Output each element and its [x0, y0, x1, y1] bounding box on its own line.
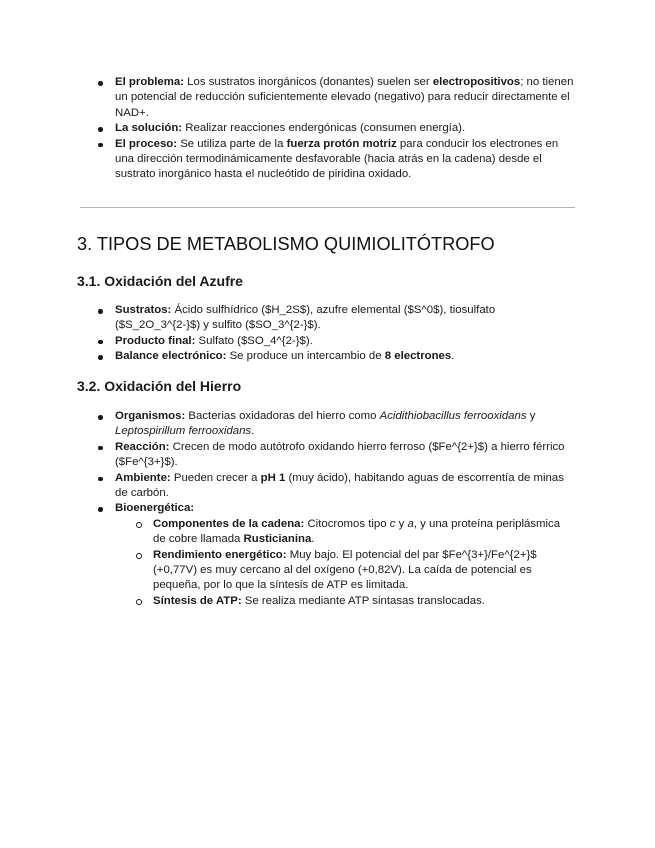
item-text: .	[451, 350, 455, 363]
sublist-item	[153, 517, 575, 548]
bioenergetica-sublist	[115, 517, 575, 609]
item-label: La solución:	[115, 122, 183, 135]
sublist-item	[153, 548, 575, 594]
azufre-list	[115, 303, 575, 365]
item-label: Ambiente:	[115, 471, 171, 484]
list-item	[115, 440, 575, 471]
item-italic: a	[407, 517, 414, 530]
item-text: y	[395, 517, 408, 530]
item-label: Rendimiento energético:	[153, 548, 287, 561]
list-item	[115, 409, 575, 440]
item-label: Balance electrónico:	[115, 350, 227, 363]
item-bold: 8 electrones	[384, 350, 452, 363]
item-text: Pueden crecer a	[170, 471, 261, 484]
subsection-heading-azufre: 3.1. Oxidación del Azufre	[77, 273, 243, 289]
item-text: Realizar reacciones endergónicas (consumen energía).	[182, 122, 466, 135]
item-label: El problema:	[115, 76, 184, 88]
item-text: Bacterias oxidadoras del hierro como	[185, 410, 380, 422]
section-heading: 3. TIPOS DE METABOLISMO QUIMIOLITÓTROFO	[77, 234, 495, 254]
item-label: El proceso:	[115, 137, 178, 150]
item-text: , y una proteína periplásmica de cobre llamada	[153, 517, 561, 546]
item-text: ; no tienen un potencial de reducción suficientemente elevado (negativo) para reducir directamente el NAD+.	[115, 76, 574, 119]
item-text: Los sustratos inorgánicos (donantes) suelen ser	[184, 76, 433, 88]
item-text: para conducir los electrones en una dirección termodinámicamente desfavorable (hacia atrás en la cadena) desde el sustrato inorgánico hasta el nucleótido de piridina oxidado.	[115, 137, 559, 181]
item-italic: c	[389, 517, 396, 530]
item-italic: Acidithiobacillus ferrooxidans	[379, 410, 527, 422]
list-item	[115, 137, 575, 183]
item-label: Reacción:	[115, 440, 170, 453]
item-text: Se produce un intercambio de	[226, 350, 385, 363]
item-text: (muy ácido), habitando aguas de escorrentía de minas de carbón.	[115, 471, 564, 500]
sublist-item	[153, 594, 575, 609]
item-text: Se realiza mediante ATP sintasas translocadas.	[241, 594, 485, 607]
item-text: Se utiliza parte de la	[177, 137, 287, 150]
hierro-list	[115, 409, 575, 609]
item-text: Muy bajo. El potencial del par $Fe^{3+}/Fe^{2+}$ (+0,77V) es muy cercano al del oxígeno (+0,82V). La caída de potencial es pequeña, por lo que la síntesis de ATP es limitada.	[153, 548, 537, 592]
item-text: Sulfato ($SO_4^{2-}$).	[195, 334, 313, 347]
list-item	[115, 471, 575, 502]
list-item	[115, 501, 575, 609]
item-text: .	[311, 533, 315, 546]
horizontal-divider	[80, 207, 575, 208]
subsection-heading-hierro: 3.2. Oxidación del Hierro	[77, 378, 242, 394]
item-text: Ácido sulfhídrico ($H_2S$), azufre elemental ($S^0$), tiosulfato ($S_2O_3^{2-}$) y sulfito ($SO_3^{2-}$).	[115, 304, 496, 332]
list-item	[115, 349, 575, 364]
item-label: Producto final:	[115, 334, 196, 347]
list-item	[115, 303, 575, 334]
item-label: Organismos:	[115, 410, 186, 422]
item-label: Sustratos:	[115, 304, 172, 316]
item-bold: fuerza protón motriz	[286, 137, 397, 150]
item-label: Síntesis de ATP:	[153, 594, 242, 607]
item-italic: Leptospirillum ferrooxidans	[115, 425, 252, 438]
list-item	[115, 121, 575, 136]
item-text: Citocromos tipo	[304, 517, 390, 530]
item-bold: pH 1	[260, 471, 286, 484]
item-text: Crecen de modo autótrofo oxidando hierro ferroso ($Fe^{2+}$) a hierro férrico ($Fe^{3+}$).	[115, 440, 565, 469]
item-bold: Rusticianina	[243, 533, 312, 546]
item-label: Bioenergética:	[115, 502, 195, 515]
list-item	[115, 75, 575, 121]
item-label: Componentes de la cadena:	[153, 517, 305, 530]
list-item	[115, 334, 575, 349]
intro-list	[115, 75, 575, 183]
item-text: y	[526, 410, 536, 422]
item-text: .	[251, 425, 255, 438]
item-bold: electropositivos	[432, 76, 521, 88]
